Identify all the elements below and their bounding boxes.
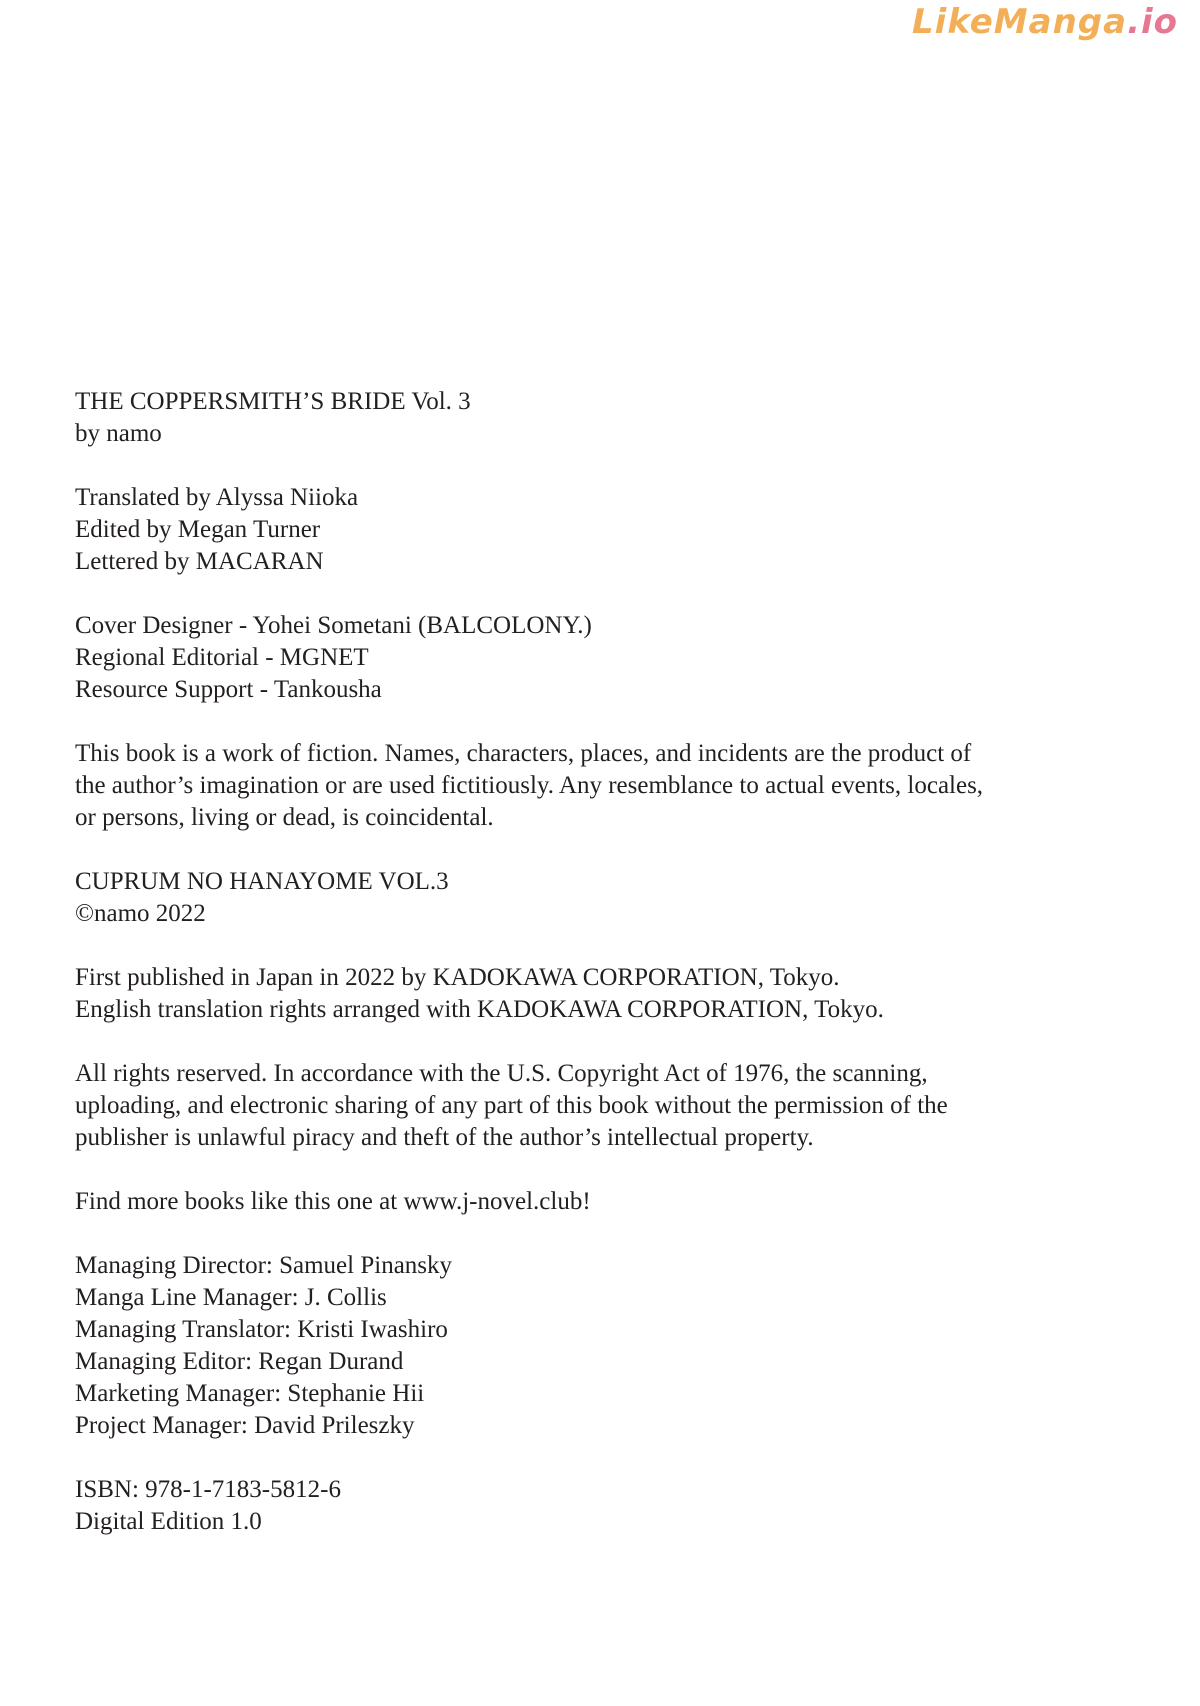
find-more-line: Find more books like this one at www.j-novel.club!: [75, 1188, 591, 1215]
rights-notice: [75, 1058, 1075, 1154]
rights-line: uploading, and electronic sharing of any part of this book without the permission of the: [75, 1092, 948, 1119]
copyright-line: ©namo 2022: [75, 900, 206, 927]
project-manager-line: Project Manager: David Prileszky: [75, 1412, 415, 1439]
edition-line: Digital Edition 1.0: [75, 1508, 262, 1535]
translation-rights-line: English translation rights arranged with KADOKAWA CORPORATION, Tokyo.: [75, 996, 884, 1023]
disclaimer-line: or persons, living or dead, is coincidental.: [75, 804, 494, 831]
isbn-block: [75, 1474, 1075, 1538]
management-block: [75, 1250, 1075, 1442]
manga-line-manager-line: Manga Line Manager: J. Collis: [75, 1284, 387, 1311]
resource-support-line: Resource Support - Tankousha: [75, 676, 382, 703]
editor-line: Edited by Megan Turner: [75, 516, 321, 543]
letterer-line: Lettered by MACARAN: [75, 548, 324, 575]
find-more-block: [75, 1186, 1075, 1218]
first-published-line: First published in Japan in 2022 by KADOKAWA CORPORATION, Tokyo.: [75, 964, 840, 991]
disclaimer-line: the author’s imagination or are used fictitiously. Any resemblance to actual events, locales,: [75, 772, 984, 799]
rights-line: All rights reserved. In accordance with the U.S. Copyright Act of 1976, the scanning,: [75, 1060, 928, 1087]
managing-director-line: Managing Director: Samuel Pinansky: [75, 1252, 453, 1279]
marketing-manager-line: Marketing Manager: Stephanie Hii: [75, 1380, 425, 1407]
isbn-line: ISBN: 978-1-7183-5812-6: [75, 1476, 341, 1503]
managing-translator-line: Managing Translator: Kristi Iwashiro: [75, 1316, 448, 1343]
disclaimer-line: This book is a work of fiction. Names, characters, places, and incidents are the product of: [75, 740, 972, 767]
original-title: CUPRUM NO HANAYOME VOL.3: [75, 868, 449, 895]
rights-line: publisher is unlawful piracy and theft of the author’s intellectual property.: [75, 1124, 814, 1151]
author-line: by namo: [75, 420, 162, 447]
site-watermark-logo: [912, 2, 1178, 42]
regional-editorial-line: Regional Editorial - MGNET: [75, 644, 369, 671]
credits-page: [75, 386, 1075, 1570]
cover-designer-line: Cover Designer - Yohei Sometani (BALCOLONY.): [75, 612, 592, 639]
fiction-disclaimer: [75, 738, 1075, 834]
design-block: [75, 610, 1075, 706]
title-block: [75, 386, 1075, 450]
staff-block: [75, 482, 1075, 578]
watermark-domain: .io: [1127, 2, 1178, 42]
managing-editor-line: Managing Editor: Regan Durand: [75, 1348, 404, 1375]
book-title: THE COPPERSMITH’S BRIDE Vol. 3: [75, 388, 471, 415]
publication-block: [75, 962, 1075, 1026]
watermark-text: LikeManga: [912, 2, 1128, 42]
original-title-block: [75, 866, 1075, 930]
translator-line: Translated by Alyssa Niioka: [75, 484, 359, 511]
